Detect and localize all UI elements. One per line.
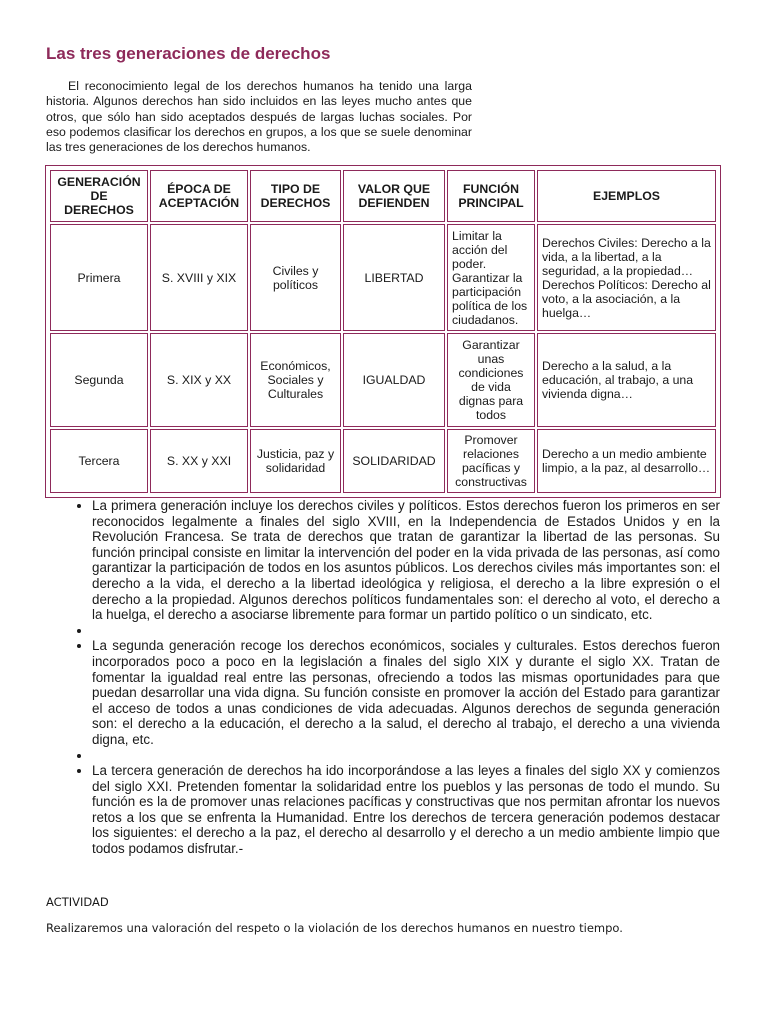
list-item: • La primera generación incluye los derechos civiles y políticos. Estos derechos fueron los primeros en ser reconocidos legalmente a finales del siglo XVIII, en la Independencia de Estados Unidos y en la Revolución Francesa. Se trata de derechos que tratan de garantizar la libertad de las personas. Su función principal consiste en limitar la intervención del poder en la vida privada de las personas, así como garantizar la participación de todos en los asuntos públicos. Los derechos civiles más importantes son: el derecho a la vida, el derecho a la libertad ideológica y religiosa, el derecho a la libre expresión o el derecho a la propiedad. Algunos derechos políticos fundamentales son: el derecho al voto, el derecho a la huelga, el derecho a asociarse libremente para formar un partido político o un sindicato, etc. [92,498,720,623]
cell-funcion: Limitar la acción del poder. Garantizar la participación política de los ciudadanos. [447,224,535,331]
cell-ejemplos: Derechos Civiles: Derecho a la vida, a la libertad, a la seguridad, a la propiedad… Derechos Políticos: Derecho al voto, a la asociación, a la huelga… [537,224,716,331]
generations-table-frame [45,165,721,498]
header-ejemplos: EJEMPLOS [537,170,716,222]
cell-tipo: Civiles y políticos [250,224,341,331]
cell-ejemplos: Derecho a la salud, a la educación, al trabajo, a una vivienda digna… [537,333,716,427]
cell-generacion: Tercera [50,429,148,493]
generations-table [48,168,718,495]
cell-epoca: S. XVIII y XIX [150,224,248,331]
activity-text: Realizaremos una valoración del respeto o la violación de los derechos humanos en nuestro tiempo. [46,921,623,935]
list-item: • La tercera generación de derechos ha ido incorporándose a las leyes a finales del siglo XX y comienzos del siglo XXI. Pretenden fomentar la solidaridad entre los pueblos y las personas de todo el mundo. Su función es la de promover unas relaciones pacíficas y constructivas que nos permitan afrontar los nuevos retos a los que se enfrenta la Humanidad. Entre los derechos de tercera generación podemos destacar los siguientes: el derecho a la paz, el derecho al desarrollo y el derecho a un medio ambiente limpio que todos podamos disfrutar.- [92,763,720,857]
table-row [50,333,716,427]
cell-valor: IGUALDAD [343,333,445,427]
cell-tipo: Justicia, paz y solidaridad [250,429,341,493]
list-item-empty [92,623,720,639]
header-valor: VALOR QUE DEFIENDEN [343,170,445,222]
table-row [50,224,716,331]
list-item: • La segunda generación recoge los derechos económicos, sociales y culturales. Estos derechos fueron incorporados poco a poco en la legislación a finales del siglo XIX y durante el siglo XX. Tratan de fomentar la igualdad real entre las personas, ofreciendo a todos las mismas oportunidades para que puedan desarrollar una vida digna. Su función consiste en promover la acción del Estado para garantizar el acceso de todos a unas condiciones de vida adecuadas. Algunos derechos de segunda generación son: el derecho a la educación, el derecho a la salud, el derecho al trabajo, el derecho a una vivienda digna, etc. [92,638,720,747]
cell-valor: LIBERTAD [343,224,445,331]
activity-heading: ACTIVIDAD [46,895,109,909]
header-tipo: TIPO DE DERECHOS [250,170,341,222]
list-item-empty [92,748,720,764]
cell-tipo: Económicos, Sociales y Culturales [250,333,341,427]
header-funcion: FUNCIÓN PRINCIPAL [447,170,535,222]
header-generacion: GENERACIÓN DE DERECHOS [50,170,148,222]
generations-list [46,498,720,857]
cell-epoca: S. XIX y XX [150,333,248,427]
cell-funcion: Garantizar unas condiciones de vida dignas para todos [447,333,535,427]
table-row [50,429,716,493]
intro-paragraph: El reconocimiento legal de los derechos humanos ha tenido una larga historia. Algunos derechos han sido incluidos en las leyes mucho antes que otros, que sólo han sido aceptados después de largas luchas sociales. Por eso podemos clasificar los derechos en grupos, a los que se suele denominar las tres generaciones de los derechos humanos. [46,79,472,155]
table-header-row [50,170,716,222]
cell-generacion: Segunda [50,333,148,427]
cell-ejemplos: Derecho a un medio ambiente limpio, a la paz, al desarrollo… [537,429,716,493]
cell-epoca: S. XX y XXI [150,429,248,493]
cell-generacion: Primera [50,224,148,331]
header-epoca: ÉPOCA DE ACEPTACIÓN [150,170,248,222]
page-title: Las tres generaciones de derechos [46,44,331,63]
cell-funcion: Promover relaciones pacíficas y constructivas [447,429,535,493]
cell-valor: SOLIDARIDAD [343,429,445,493]
